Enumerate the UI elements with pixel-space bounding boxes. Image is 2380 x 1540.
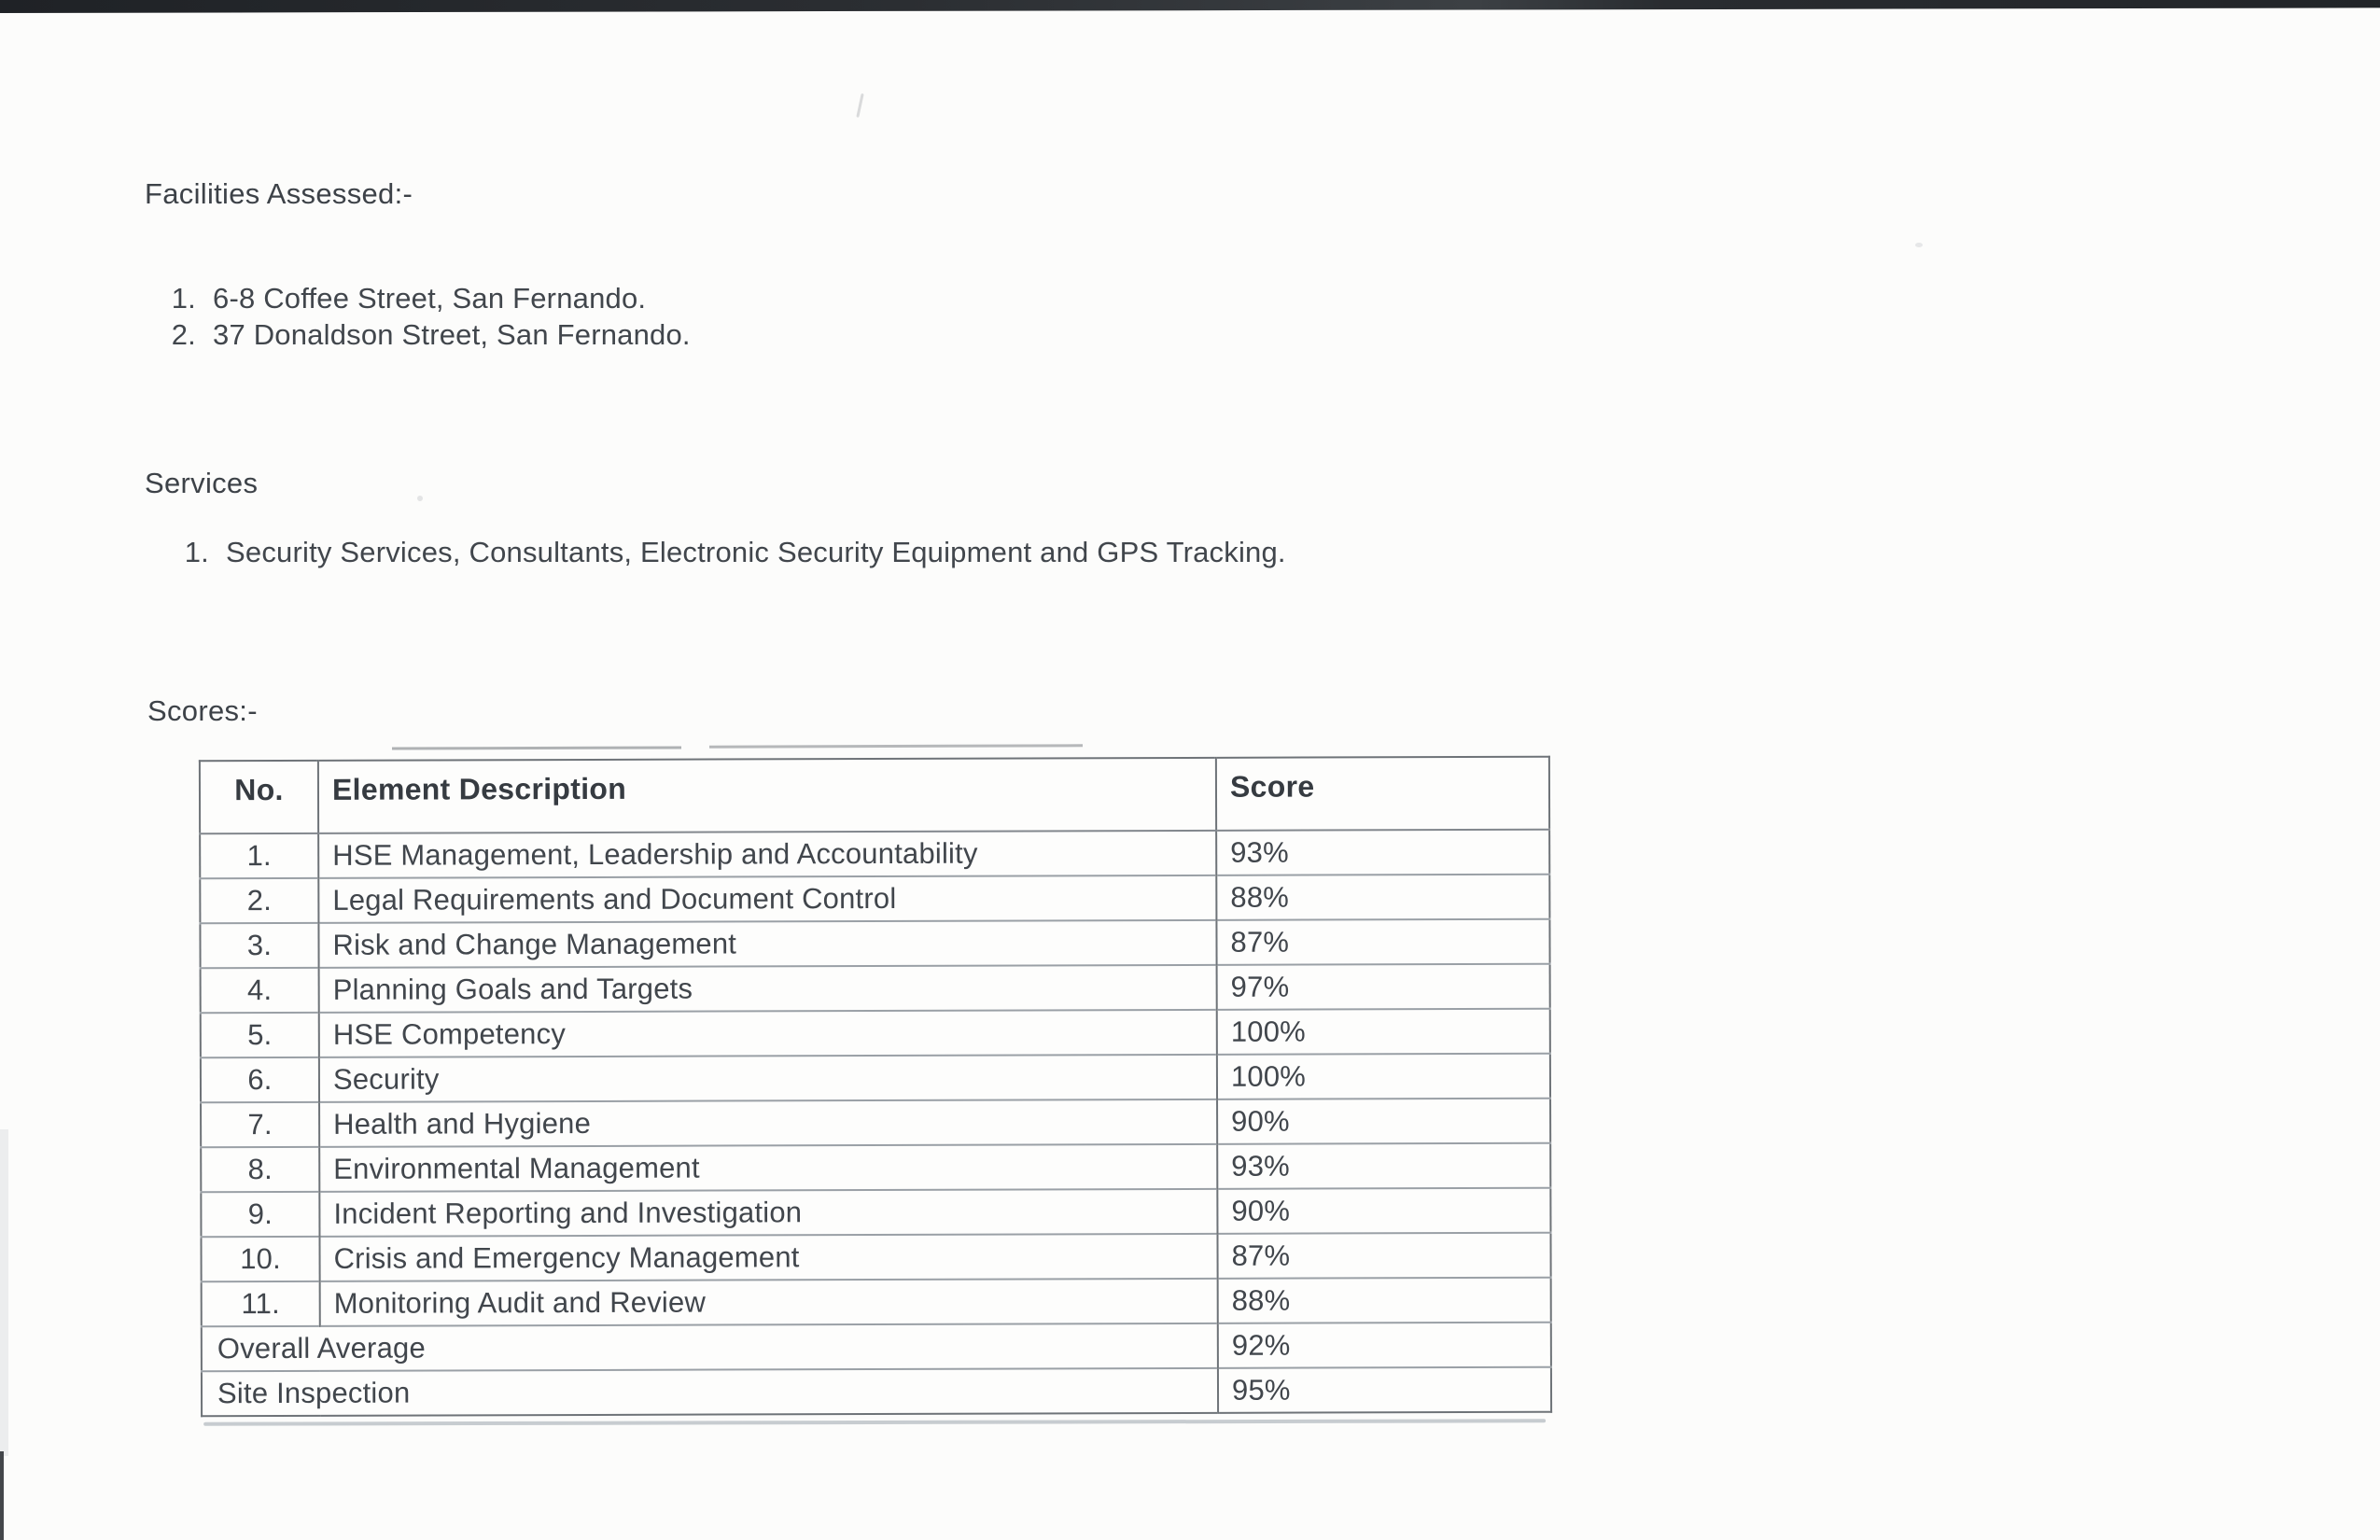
facility-address: 6-8 Coffee Street, San Fernando. bbox=[213, 282, 647, 315]
row-number: 9. bbox=[201, 1192, 319, 1237]
element-description: HSE Management, Leadership and Accountability bbox=[318, 831, 1216, 878]
element-description: Planning Goals and Targets bbox=[319, 965, 1217, 1013]
list-marker: 1. bbox=[171, 282, 196, 315]
element-description: Environmental Management bbox=[319, 1144, 1217, 1192]
column-header-description: Element Description bbox=[318, 758, 1216, 833]
table-row bbox=[200, 830, 1549, 879]
score-value: 88% bbox=[1218, 1278, 1551, 1323]
element-description: Risk and Change Management bbox=[318, 920, 1216, 968]
scores-table bbox=[199, 756, 1552, 1418]
scan-artifact-speck bbox=[417, 496, 423, 501]
service-list-item bbox=[183, 534, 1286, 570]
table-row bbox=[200, 919, 1549, 969]
score-value: 90% bbox=[1217, 1188, 1550, 1234]
table-row bbox=[201, 1054, 1550, 1103]
row-number: 5. bbox=[201, 1013, 319, 1057]
list-marker: 2. bbox=[171, 318, 196, 351]
score-value: 100% bbox=[1217, 1054, 1550, 1099]
row-number: 6. bbox=[201, 1057, 319, 1102]
scan-artifact-left-edge bbox=[0, 1451, 4, 1540]
facility-address: 37 Donaldson Street, San Fernando. bbox=[213, 318, 691, 351]
facility-list-item bbox=[170, 280, 691, 316]
row-number: 7. bbox=[201, 1102, 319, 1147]
table-row bbox=[202, 1278, 1551, 1327]
site-inspection-label: Site Inspection bbox=[202, 1368, 1218, 1416]
table-row bbox=[201, 1099, 1550, 1148]
score-value: 100% bbox=[1217, 1009, 1550, 1055]
row-number: 4. bbox=[201, 968, 319, 1013]
element-description: HSE Competency bbox=[319, 1010, 1217, 1057]
row-number: 8. bbox=[201, 1147, 319, 1192]
table-row bbox=[201, 1009, 1550, 1058]
score-value: 87% bbox=[1217, 1233, 1550, 1279]
table-scan-shadow bbox=[203, 1419, 1546, 1426]
score-value: 90% bbox=[1217, 1099, 1550, 1144]
scores-heading: Scores:- bbox=[147, 694, 258, 727]
scan-artifact-smudge bbox=[709, 744, 1083, 748]
table-row bbox=[201, 1188, 1550, 1238]
score-value: 93% bbox=[1216, 830, 1549, 875]
row-number: 1. bbox=[200, 833, 318, 878]
element-description: Crisis and Emergency Management bbox=[319, 1234, 1217, 1281]
element-description: Security bbox=[319, 1055, 1217, 1102]
table-row bbox=[201, 964, 1550, 1014]
facility-list-item bbox=[170, 316, 691, 353]
scores-table-container bbox=[199, 756, 1550, 1427]
site-inspection-score: 95% bbox=[1218, 1367, 1551, 1413]
service-description: Security Services, Consultants, Electronic Security Equipment and GPS Tracking. bbox=[226, 536, 1286, 568]
score-value: 93% bbox=[1217, 1143, 1550, 1189]
column-header-score: Score bbox=[1216, 757, 1549, 831]
services-list bbox=[183, 534, 1286, 570]
table-row bbox=[201, 1233, 1550, 1282]
services-heading: Services bbox=[145, 467, 259, 499]
column-header-no: No. bbox=[200, 761, 318, 833]
table-row bbox=[201, 1143, 1550, 1193]
score-value: 97% bbox=[1217, 964, 1550, 1010]
scan-artifact-speck bbox=[856, 93, 863, 118]
overall-average-score: 92% bbox=[1218, 1323, 1551, 1368]
row-number: 2. bbox=[200, 878, 318, 923]
table-header-row bbox=[200, 757, 1549, 834]
overall-average-label: Overall Average bbox=[202, 1323, 1218, 1371]
facilities-heading: Facilities Assessed:- bbox=[145, 177, 413, 210]
table-footer-row bbox=[202, 1367, 1551, 1417]
row-number: 10. bbox=[201, 1237, 319, 1281]
scan-artifact-smudge bbox=[392, 746, 681, 749]
element-description: Legal Requirements and Document Control bbox=[318, 875, 1216, 923]
element-description: Monitoring Audit and Review bbox=[320, 1279, 1218, 1326]
table-row bbox=[200, 875, 1549, 924]
scanner-edge-band bbox=[0, 0, 2380, 13]
score-value: 87% bbox=[1216, 919, 1549, 965]
row-number: 11. bbox=[202, 1281, 320, 1326]
facilities-list bbox=[170, 280, 691, 353]
row-number: 3. bbox=[200, 923, 318, 968]
element-description: Incident Reporting and Investigation bbox=[319, 1189, 1217, 1237]
scan-artifact-left-streak bbox=[0, 1129, 8, 1456]
score-value: 88% bbox=[1216, 875, 1549, 920]
element-description: Health and Hygiene bbox=[319, 1099, 1217, 1147]
scan-artifact-speck bbox=[1915, 243, 1923, 247]
list-marker: 1. bbox=[184, 536, 209, 568]
table-footer-row bbox=[202, 1323, 1551, 1372]
